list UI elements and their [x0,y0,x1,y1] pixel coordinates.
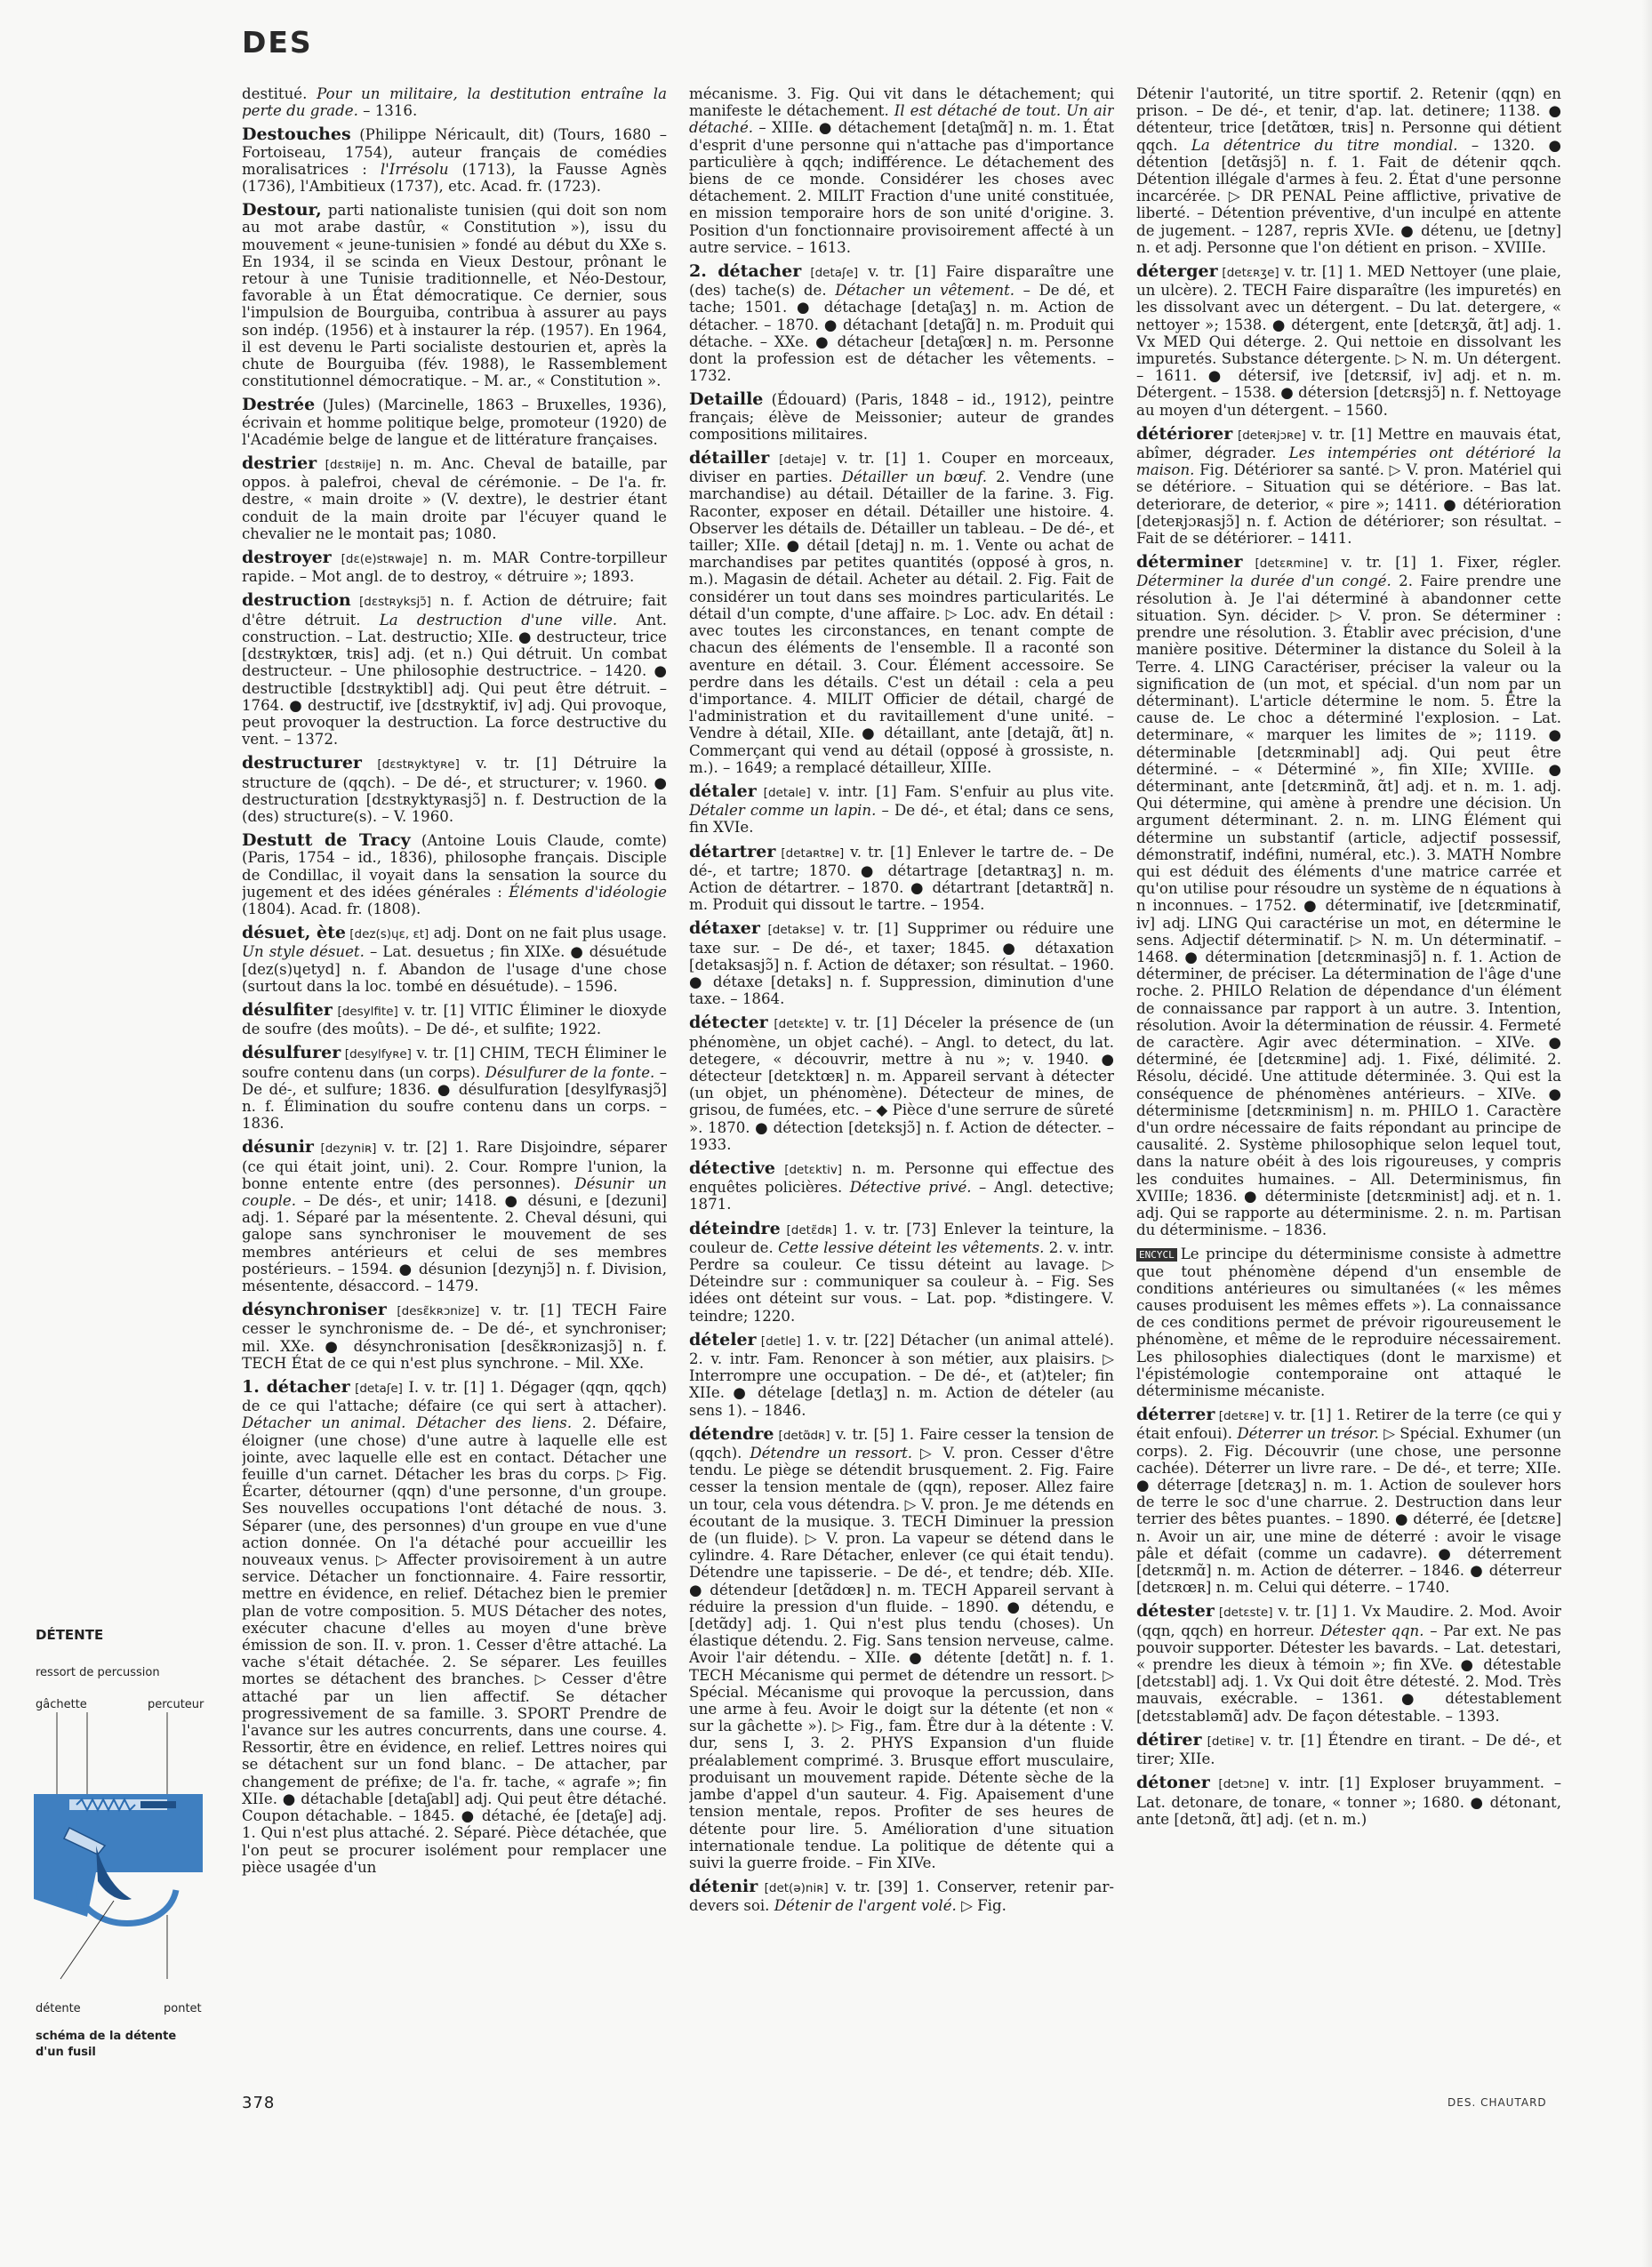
entry-headword: Destouches [242,124,351,145]
entry-headword: détenir [689,1877,758,1897]
entry-example: Détenir de l'argent volé. [774,1897,957,1915]
entry-definition: v. tr. [1] Déceler la présence de (un phénomène, un objet caché). – Angl. to detect, du lat. detegere, « découvrir, mettre à nu »; v. 1940. ● détecteur [detɛktœʀ] n. m. Appareil servant à détecter (un objet, un phénomène). Détecteur de mines, de grisou, de fumées, etc. – ◆ Pièce d'une serrure de sûreté ». 1870. ● détection [detɛksjɔ̃] n. f. Action de détecter. – 1933. [689,1014,1114,1153]
entry-example: Détaler comme un lapin. [689,802,877,820]
label-ressort: ressort de percussion [36,1666,160,1679]
entry-pronunciation: [detaʀtʀe] [775,845,845,861]
entry-continuation: – De dés-, et unir; 1418. ● désuni, e [dezuni] adj. 1. Séparé par la mésentente. 2. Cheval désuni, qui galope sans synchroniser le mouvement de ses membres antérieurs et celui de ses membres postérieurs. – 1594. ● désunion [dezynjɔ̃] n. f. Division, mésentente, désaccord. – 1479. [242,1191,667,1294]
entry-pronunciation: [dɛstʀije] [317,458,381,473]
dictionary-entry [242,592,667,748]
entry-definition: (Jules) (Marcinelle, 1863 – Bruxelles, 1936), écrivain et homme politique belge, promoteur (1920) de l'Académie belge de langue et de littérature françaises. [242,397,667,448]
dictionary-entry [242,1302,667,1372]
entry-definition: 1. v. tr. [73] Enlever la teinture, la couleur de. [689,1220,1114,1256]
entry-example: Déterrer un trésor. [1237,1425,1379,1443]
entry-headword: désuet, ète [242,923,346,943]
column-2 [689,85,1114,2081]
dictionary-entry [689,783,1114,837]
entry-headword: détoner [1136,1773,1210,1793]
entry-pronunciation: [detɑ̃dʀ] [774,1428,830,1443]
entry-pronunciation: [dezyniʀ] [313,1142,377,1157]
entry-headword: détaler [689,781,757,801]
entry-definition: n. m. MAR Contre-torpilleur rapide. – Mot angl. de to destroy, « détruire »; 1893. [242,549,667,586]
entry-continuation: – Par ext. Ne pas pouvoir supporter. Détester les bavards. – Lat. detestari, « prendre les dieux à témoin »; fin XVe. ● détestable [detɛstabl] adj. 1. Vx Qui doit être détesté. 2. Mod. Très mauvais, exécrable. – 1361. ● détestablement [detɛstabləmɑ̃] adv. De façon détestable. – 1393. [1136,1622,1561,1725]
dictionary-entry [689,920,1114,1007]
entry-pronunciation: [detakse] [759,923,825,938]
dictionary-entry [242,397,667,448]
dictionary-entry [689,1329,1114,1419]
entry-example: Déterminer la durée d'un congé. [1136,573,1391,590]
entry-headword: détendre [689,1423,774,1444]
entry-example: Les intempéries ont détérioré la maison. [1136,445,1561,479]
label-percuteur: percuteur [148,1698,204,1711]
entry-definition: Détenir l'autorité, un titre sportif. 2. Retenir (qqn) en prison. – De dé-, et tenir, d'ap. lat. detinere; 1138. ● détenteur, trice [detɑ̃tœʀ, tʀis] n. Personne qui détient qqch. [1136,85,1561,154]
illustration-credit: DES. CHAUTARD [1448,2096,1547,2109]
entry-headword: détester [1136,1601,1215,1622]
entry-continuation: – XIIIe. ● détachement [detaʃmɑ̃] n. m. 1. État d'esprit d'une personne qui n'attache pas d'importance particulière à qqch; indifférence. Le détachement des biens de ce monde. Considérer les choses avec détachement. 2. MILIT Fraction d'une unité constituée, en mission temporaire hors de son unité d'origine. 3. Position d'un fonctionnaire provisoirement affecté à un autre service. – 1613. [689,119,1114,256]
detente-figure [34,1627,212,2071]
entry-pronunciation: [detɛʀe] [1215,1409,1270,1424]
entry-headword: détecter [689,1013,768,1033]
entry-pronunciation: [detɛkte] [767,1017,829,1032]
entry-pronunciation: [dez(s)ɥɛ, ɛt] [345,927,429,942]
entry-definition: v. tr. [1] 1. Vx Maudire. 2. Mod. Avoir (qqn, qqch) en horreur. [1136,1603,1561,1639]
entry-example: Détailler un bœuf. [841,469,987,486]
entry-continuation: 2. v. intr. Perdre sa couleur. Ce tissu déteint au lavage. ▷ Déteindre sur : communiquer sa couleur à. – Fig. Ses idées ont déteint sur vous. – Lat. pop. *distingere. V. teindre; 1220. [689,1238,1114,1325]
entry-pronunciation: [detle] [756,1334,801,1349]
entry-continuation: 2. Faire prendre une résolution à. Je l'ai déterminé à abandonner cette situation. Syn. décider. ▷ V. pron. Se déterminer : prendre une résolution. 3. Établir avec précision, d'une manière positive. Déterminer la distance du Soleil à la Terre. 4. LING Caractériser, préciser la valeur ou la signification de (un mot, et spécial. d'un nom par un déterminant). L'article détermine le nom. 5. Être la cause de. Le choc a déterminé l'explosion. – Lat. determinare, « marquer les limites de »; 1119. ● déterminable [detɛʀminabl] adj. Qui peut être déterminé. – « Déterminé », fin XIIe; XVIIIe. ● déterminant, ante [detɛʀminɑ̃, ɑ̃t] adj. et n. m. 1. adj. Qui détermine, qui amène à prendre une décision. Un argument déterminant. 2. n. m. LING Élément qui détermine un substantif (article, adjectif possessif, démonstratif, indéfini, numéral, etc.). 3. MATH Nombre qui est déduit des éléments d'une matrice carrée et qu'on utilise pour résoudre un système de n équations à n inconnues. – 1752. ● déterminatif, ive [detɛʀminatif, iv] adj. LING Qui caractérise un mot, en détermine le sens. Adjectif déterminatif. ▷ N. m. Un déterminatif. – 1468. ● détermination [detɛʀminasjɔ̃] n. f. 1. Action de déterminer, de préciser. La détermination de l'âge d'une roche. 2. PHILO Relation de dépendance d'un élément de connaissance par rapport à un autre. 3. Intention, résolution. Avoir la détermination de réussir. 4. Fermeté de caractère. Agir avec détermination. – XIVe. ● déterminé, ée [detɛʀmine] adj. 1. Fixé, délimité. 2. Résolu, décidé. Une attitude déterminée. 3. Qui est la conséquence de phénomènes antérieurs. – XIVe. ● déterminisme [detɛʀminism] n. m. PHILO 1. Caractère d'un ordre nécessaire de faits répondant au principe de causalité. 2. Système philosophique selon lequel tout, dans la nature obéit à des lois rigoureuses, y compris les conduites humaines. – All. Determinismus, fin XVIIIe; 1836. ● déterministe [detɛʀminist] adj. et n. 1. adj. Qui se rapporte au déterminisme. 2. n. m. Partisan du déterminisme. – 1836. [1136,573,1561,1239]
entry-continuation: – Lat. desuetus ; fin XIXe. ● désuétude [dez(s)ɥetyd] n. f. Abandon de l'usage d'une chose (surtout dans la loc. tombé en désuétude). – 1596. [242,943,667,995]
entry-headword: détartrer [689,841,776,861]
entry-definition: n. f. Action de détruire; fait d'être détruit. [242,592,667,629]
entry-headword: 2. détacher [689,261,802,282]
entry-pronunciation: [detɛktiv] [774,1162,843,1177]
entry-pronunciation: [detaje] [769,453,827,468]
entry-headword: destroyer [242,548,332,568]
entry-example: l'Irrésolu [380,160,449,178]
entry-pronunciation: [desylfite] [332,1004,398,1019]
entry-definition: destitué. [242,85,317,102]
entry-continuation: – De dé-, et étal; dans ce sens, fin XVIe. [689,802,1114,837]
figure-caption: schéma de la détente d'un fusil [36,2030,177,2059]
entry-example: La destruction d'une ville. [379,611,618,629]
entry-headword: Destrée [242,395,316,415]
entry-headword: désulfurer [242,1043,341,1063]
trigger-mechanism-illustration [34,1712,203,1997]
column-1 [242,85,667,2081]
dictionary-entry [689,1160,1114,1214]
entry-pronunciation: [det(ə)niʀ] [758,1881,829,1896]
entry-continuation: ▷ Fig. [956,1897,1006,1915]
entry-pronunciation: [dɛstʀyksjɔ̃] [350,595,431,610]
dictionary-entry [242,1139,667,1294]
entry-definition: v. tr. [39] 1. Conserver, retenir par-devers soi. [689,1878,1114,1915]
dictionary-entry [242,455,667,542]
entry-example: Détective privé. [849,1179,972,1197]
entry-definition: (Antoine Louis Claude, comte) (Paris, 1754 – id., 1836), philosophe français. Disciple de Condillac, il voyait dans la sensation la source du jugement et des idées générales : [242,832,667,901]
entry-headword: destructurer [242,753,362,773]
dictionary-entry [242,1045,667,1132]
entry-headword: Detaille [689,389,764,410]
entry-pronunciation: [deteʀjɔʀe] [1232,428,1306,443]
dictionary-entry [242,126,667,195]
entry-headword: détaxer [689,918,760,939]
entry-pronunciation: [detɛʀmine] [1242,557,1328,572]
entry-continuation: (1713), la Fausse Agnès (1736), l'Ambitieux (1737), etc. Acad. fr. (1723). [242,160,667,196]
running-head: DES [242,25,313,60]
entry-headword: Destutt de Tracy [242,830,411,851]
entry-definition: v. tr. [1] Mettre en mauvais état, abîmer, dégrader. [1136,425,1561,462]
entry-continuation: – 1316. [357,102,418,120]
dictionary-entry [242,1379,667,1876]
label-detente: détente [36,2002,81,2015]
entry-definition: v. tr. [1] Supprimer ou réduire une taxe sur. – De dé-, et taxer; 1845. ● détaxation [detaksasjɔ̃] n. f. Action de détaxer; son résultat. – 1960. ● détaxe [detaks] n. f. Suppression, diminution d'une taxe. – 1864. [689,920,1114,1008]
entry-example: La détentrice du titre mondial. [1191,136,1458,154]
entry-pronunciation: [detaʃe] [801,266,859,281]
entry-example: Détester qqn. [1320,1622,1424,1639]
entry-example: Détacher un vêtement. [835,282,1015,300]
entry-example: Détendre un ressort. [750,1445,913,1462]
entry-headword: détirer [1136,1729,1202,1750]
entry-definition: Le principe du déterminisme consiste à admettre que tout phénomène dépend d'un ensemble de conditions antérieures ou simultanées (« les mêmes causes produisent les mêmes effets »). La connaissance de ces conditions permet de prévoir rigoureusement le phénomène, et même de le reproduire nécessairement. Les philosophies dialectiques (dont le marxisme) et l'épistémologie contemporaine ont attaqué le déterminisme mécaniste. [1136,1246,1561,1400]
dictionary-entry [1136,1603,1561,1724]
entry-definition: v. tr. [1] 1. Fixer, régler. [1327,554,1561,572]
entry-pronunciation: [detale] [756,785,811,800]
entry-example: Un style désuet. [242,943,365,961]
entry-example: Détacher un animal. Détacher des liens. [242,1414,573,1432]
dictionary-entry [242,999,667,1038]
entry-definition: v. tr. [1] 1. MED Nettoyer (une plaie, un ulcère). 2. TECH Faire disparaître (les impuretés) en les dissolvant avec un détergent. – Du lat. detergere, « nettoyer »; 1538. ● détergent, ente [detɛʀʒɑ̃, ɑ̃t] adj. 1. Vx MED Qui déterge. 2. Qui nettoie en dissolvant les impuretés. Substance détergente. ▷ N. m. Un détergent. – 1611. ● détersif, ive [detɛʀsif, iv] adj. et n. m. Détergent. – 1538. ● détersion [detɛʀsjɔ̃] n. f. Nettoyage au moyen d'un détergent. – 1560. [1136,263,1561,419]
entry-definition: (Philippe Néricault, dit) (Tours, 1680 – Fortoiseau, 1754), auteur français de comédies moralisatrices : [242,126,667,178]
entry-continuation: Ant. construction. – Lat. destructio; XIIe. ● destructeur, trice [dɛstʀyktœʀ, tʀis] adj. (et n.) Qui détruit. Un combat destructeur. – Une philosophie destructrice. – 1420. ● destructible [dɛstʀyktibl] adj. Qui peut être détruit. – 1764. ● destructif, ive [dɛstʀyktif, iv] adj. Qui provoque, peut provoquer la destruction. La force destructive du vent. – 1372. [242,611,667,749]
entry-definition: adj. Dont on ne fait plus usage. [429,925,667,942]
entry-definition: v. tr. [1] TECH Faire cesser le synchronisme de. – De dé-, et synchroniser; mil. XXe. ● désynchronisation [desɛ̃kʀɔnizasjɔ̃] n. f. TECH État de ce qui n'est plus synchrone. – Mil. XXe. [242,1302,667,1372]
entry-definition: (Édouard) (Paris, 1848 – id., 1912), peintre français; élève de Meissonier; auteur de grandes compositions militaires. [689,391,1114,443]
entry-definition: v. tr. [1] 1. Retirer de la terre (ce qui y était enfoui). [1136,1406,1561,1443]
entry-headword: déterrer [1136,1405,1215,1425]
entry-definition: parti nationaliste tunisien (qui doit son nom au mot arabe dastûr, « Constitution »), issu du mouvement « jeune-tunisien » fondé au début du XXe s. En 1934, il se scinda en Vieux Destour, prônant le retour à une Tunisie traditionnelle, et Néo-Destour, favorable à un État démocratique. Ce dernier, sous l'impulsion de Bourguiba, contribua à assurer au pays son indép. (1956) et à instaurer la rép. (1957). En 1964, il est devenu le Parti socialiste destourien et, après la chute de Bourguiba (fév. 1988), le Rassemblement constitutionnel démocratique. – M. ar., « Constitution ». [242,202,667,390]
dictionary-entry [242,549,667,585]
entry-headword: désunir [242,1137,314,1158]
entry-definition: v. tr. [1] Étendre en tirant. – De dé-, et tirer; XIIe. [1136,1731,1561,1768]
entry-pronunciation: [detɛʀʒe] [1217,266,1279,281]
dictionary-entry [242,832,667,917]
entry-continuation: ▷ V. pron. Cesser d'être tendu. Le piège se détendit brusquement. 2. Fig. Faire cesser la tension mentale de (qqn), reposer. Allez faire un tour, cela vous détendra. ▷ V. pron. Je me détends en écoutant de la musique. 3. TECH Diminuer la pression de (un fluide). ▷ V. pron. La vapeur se détend dans le cylindre. 4. Rare Détacher, enlever (ce qui était tendu). Détendre une tapisserie. – De dé-, et tendre; déb. XIIe. ● détendeur [detɑ̃dœʀ] n. m. TECH Appareil servant à réduire la pression d'un fluide. – 1890. ● détendu, e [detɑ̃dy] adj. 1. Qui n'est plus tendu (choses). Un élastique détendu. 2. Fig. Sans tension nerveuse, calme. Avoir l'air détendu. – XIIe. ● détente [detɑ̃t] n. f. 1. TECH Mécanisme qui permet de détendre un ressort. ▷ Spécial. Mécanisme qui provoque la percussion, dans une arme à feu. Avoir le doigt sur la détente (et non « sur la gâchette »). ▷ Fig., fam. Être dur à la détente : V. dur, sens I, 3. 2. PHYS Expansion d'un fluide préalablement comprimé. 3. Brusque effort musculaire, produisant un mouvement rapide. Détente sèche de la jambe d'appel d'un sauteur. 4. Fig. Apaisement d'une tension mentale, repos. Profiter de ses heures de détente pour lire. 5. Amélioration d'une situation internationale tendue. La politique de détente qui a suivi la guerre froide. – Fin XIVe. [689,1445,1114,1871]
striker-pin [140,1801,176,1808]
entry-pronunciation: [dɛ(e)stʀwaje] [331,552,428,567]
entry-definition: n. m. Personne qui effectue des enquêtes policières. [689,1159,1114,1197]
entry-pronunciation: [dɛstʀyktyʀe] [361,757,460,773]
entry-definition: 1. v. tr. [22] Détacher (un animal attelé). 2. v. intr. Fam. Renoncer à son métier, aux plaisirs. ▷ Interrompre une occupation. – De dé-, et (at)teler; fin XIIe. ● dételage [detlaʒ] n. m. Action de dételer (au sens 1). – 1846. [689,1331,1114,1419]
encyclopedic-tag: ENCYCL [1136,1248,1177,1262]
entry-headword: détailler [689,448,770,469]
entry-pronunciation: [detɛ̃dʀ] [780,1222,838,1238]
entry-pronunciation: [desɛ̃kʀɔnize] [386,1304,480,1319]
dictionary-entry [689,263,1114,384]
entry-definition: n. m. Anc. Cheval de bataille, par oppos. à palefroi, cheval de cérémonie. – De l'a. fr. destre, « main droite » (V. dextre), le destrier étant conduit de la main droite par l'écuyer quand le chevalier ne le montait pas; 1080. [242,455,667,542]
label-gachette: gâchette [36,1698,87,1711]
entry-definition: v. tr. [1] 1. Couper en morceaux, diviser en parties. [689,450,1114,486]
entry-continuation: 2. Défaire, éloigner (une chose) d'une autre à laquelle elle est jointe, avec laquelle elle est en contact. Détacher une feuille d'un carnet. Détacher les bras du corps. ▷ Fig. Écarter, détourner (qqn) d'une personne, d'un groupe. Ses nouvelles occupations l'ont détaché de nous. 3. Séparer (une, des personnes) d'un groupe en vue d'une action donnée. On l'a détaché pour accueillir les nouveaux venus. ▷ Affecter provisoirement à un autre service. Détacher un fonctionnaire. 4. Faire ressortir, mettre en évidence, en relief. Détachez bien le premier plan de votre composition. 5. MUS Détacher des notes, exécuter chacune d'elles au moyen d'une brève émission de son. II. v. pron. 1. Cesser d'être attaché. La vache s'était détachée. 2. Se séparer. Les feuilles mortes se détachent des branches. ▷ Cesser d'être attaché par un lien affectif. Se détacher progressivement de sa famille. 3. SPORT Prendre de l'avance sur les autres concurrents, dans une course. 4. Ressortir, être en évidence, en relief. Lettres noires qui se détachent sur un fond blanc. – De attacher, par changement de préfixe; de l'a. fr. tache, « agrafe »; fin XIIe. ● détachable [detaʃabl] adj. Qui peut être détaché. Coupon détachable. – 1845. ● détaché, ée [detaʃe] adj. 1. Qui n'est plus attaché. 2. Séparé. Pièce détachée, que l'on peut se procurer isolément pour remplacer une pièce usagée d'un [242,1414,667,1876]
dictionary-entry [689,1014,1114,1153]
dictionary-entry [1136,1246,1561,1399]
entry-headword: déterger [1136,261,1218,282]
entry-continuation: – Angl. detective; 1871. [689,1179,1114,1214]
entry-definition: v. tr. [1] CHIM, TECH Éliminer le soufre contenu dans (un corps). [242,1045,667,1081]
dictionary-entry [689,450,1114,776]
dictionary-entry [242,85,667,119]
entry-pronunciation: [detɔne] [1209,1777,1270,1792]
entry-headword: destrier [242,453,317,474]
dictionary-entry [1136,1406,1561,1596]
entry-example: Il est détaché de tout. Un air détaché. [689,102,1114,137]
entry-example: Désulfurer de la fonte. [485,1063,655,1081]
label-pontet: pontet [164,2002,202,2015]
entry-definition: mécanisme. 3. Fig. Qui vit dans le détachement; qui manifeste le détachement. [689,85,1114,120]
entry-example: Pour un militaire, la destitution entraîne la perte du grade. [242,85,667,120]
entry-definition: v. tr. [2] 1. Rare Disjoindre, séparer (ce qui était joint, uni). 2. Cour. Rompre l'union, la bonne entente entre (des personnes). [242,1139,667,1192]
dictionary-entry [689,1878,1114,1914]
entry-pronunciation: [detiʀe] [1201,1734,1255,1749]
entry-continuation: – De dé-, et sulfure; 1836. ● désulfuration [desylfyʀasjɔ̃] n. f. Élimination du soufre contenu dans un corps. – 1836. [242,1063,667,1133]
dictionary-entry [689,841,1114,914]
dictionary-entry [689,85,1114,256]
entry-continuation: (1804). Acad. fr. (1808). [242,900,421,917]
dictionary-entry [242,755,667,825]
dictionary-entry [242,202,667,389]
page-edge-shadow [1641,0,1652,2267]
entry-definition: v. intr. [1] Fam. S'enfuir au plus vite. [810,782,1114,800]
entry-definition: I. v. tr. [1] 1. Dégager (qqn, qqch) de ce qui l'attache; défaire (ce qui sert à attacher). [242,1379,667,1415]
entry-headword: Destour, [242,200,322,220]
figure-title: DÉTENTE [36,1627,104,1643]
entry-definition: v. tr. [5] 1. Faire cesser la tension de (qqch). [689,1425,1114,1462]
dictionary-entry [689,1423,1114,1871]
entry-headword: destruction [242,590,351,611]
entry-example: Cette lessive déteint les vêtements. [778,1238,1045,1256]
entry-headword: 1. détacher [242,1377,350,1398]
entry-headword: détective [689,1158,775,1178]
entry-headword: déteindre [689,1218,781,1238]
entry-definition: v. tr. [1] VITIC Éliminer le dioxyde de soufre (des moûts). – De dé-, et sulfite; 1922. [242,1001,667,1038]
entry-definition: v. intr. [1] Exploser bruyamment. – Lat. detonare, de tonare, « tonner »; 1680. ● détonant, ante [detɔnɑ̃, ɑ̃t] adj. (et n. m.) [1136,1774,1561,1828]
dictionary-entry [1136,554,1561,1238]
dictionary-entry [1136,1774,1561,1828]
dictionary-entry [1136,423,1561,548]
entry-pronunciation: [detaʃe] [349,1382,403,1397]
dictionary-entry [689,1218,1114,1325]
column-3 [1136,85,1561,2081]
entry-pronunciation: [desylfyʀe] [341,1047,412,1062]
entry-example: Désunir un couple. [242,1174,667,1209]
entry-pronunciation: [detɛste] [1214,1606,1273,1621]
entry-headword: désynchroniser [242,1300,387,1320]
entry-continuation: – 1320. ● détention [detɑ̃sjɔ̃] n. f. 1. Fait de détenir qqch. Détention illégale d'armes à feu. 2. État d'une personne incarcérée. ▷ DR PENAL Peine afflictive, privative de liberté. – Détention préventive, d'un inculpé en attente de jugement. – 1287, repris XVIe. ● détenu, ue [detny] n. et adj. Personne que l'on détient en prison. – XVIIIe. [1136,136,1561,256]
entry-continuation: ▷ Spécial. Exhumer (un corps). 2. Fig. Découvrir (une chose, une personne cachée). Déterrer un livre rare. – De dé-, et terre; XIIe. ● déterrage [detɛʀaʒ] n. m. 1. Action de soulever hors de terre le soc d'une charrue. 2. Destruction dans leur terrier des bêtes puantes. – 1890. ● déterré, ée [detɛʀe] n. Avoir un air, une mine de déterré : avoir le visage pâle et défait (comme un cadavre). ● déterrement [detɛʀmɑ̃] n. m. Action de déterrer. – 1846. ● déterreur [detɛʀœʀ] n. m. Celui qui déterre. – 1740. [1136,1425,1561,1597]
entry-continuation: – De dé, et tache; 1501. ● détachage [detaʃaʒ] n. m. Action de détacher. – 1870. ● détachant [detaʃɑ̃] n. m. Produit qui détache. – XXe. ● détacheur [detaʃœʀ] n. m. Personne dont la profession est de détacher les vêtements. – 1732. [689,282,1114,385]
entry-headword: désulfiter [242,999,333,1020]
dictionary-entry [1136,263,1561,419]
receiver [34,1817,203,1917]
entry-continuation: 2. Vendre (une marchandise) au détail. Détailler de la farine. 3. Fig. Raconter, exposer en détail. Détailler une histoire. 4. Observer les détails de. Détailler un tableau. – De dé-, et tailler; XIIe. ● détail [detaj] n. m. 1. Vente ou achat de marchandises par petites quantités (opposé à gros, n. m.). Magasin de détail. Acheter au détail. 2. Fig. Fait de considérer un tout dans ses moindres particularités. Le détail d'un compte, d'une affaire. ▷ Loc. adv. En détail : avec toutes les circonstances, en tenant compte de chacun des éléments de l'ensemble. Il a raconté son aventure en détail. 3. Cour. Élément accessoire. Se perdre dans les détails. C'est un détail : cela a peu d'importance. 4. MILIT Officier de détail, chargé de l'administration et du ravitaillement d'une unité. – Vendre à détail, XIIe. ● détaillant, ante [detajɑ̃, ɑ̃t] n. Commerçant qui vend au détail (opposé à grossiste, n. m.). – 1649; a remplacé détailleur, XIIIe. [689,469,1114,776]
page-number: 378 [242,2094,276,2112]
entry-continuation: Fig. Détériorer sa santé. ▷ V. pron. Matériel qui se détériore. – Situation qui se détériore. – Bas lat. deteriorare, de deterior, « pire »; 1411. ● détérioration [deteʀjɔʀasjɔ̃] n. f. Action de détériorer; son résultat. – Fait de se détériorer. – 1411. [1136,461,1561,548]
entry-headword: dételer [689,1329,757,1350]
dictionary-entry [689,391,1114,443]
entry-definition: v. tr. [1] Faire disparaître une (des) tache(s) de. [689,263,1114,300]
entry-headword: détériorer [1136,423,1233,444]
dictionary-entry [242,925,667,995]
entry-headword: déterminer [1136,552,1243,573]
trigger-guard [78,1890,176,1924]
entry-definition: v. tr. [1] Enlever le tartre de. – De dé-, et tartre; 1870. ● détartrage [detaʀtʀaʒ] n. m. Action de détartrer. – 1870. ● détartrant [detaʀtʀɑ̃] n. m. Produit qui dissout le tartre. – 1954. [689,843,1114,914]
dictionary-entry [1136,1729,1561,1768]
dictionary-entry [1136,85,1561,256]
entry-example: Éléments d'idéologie [509,883,667,901]
entry-definition: v. tr. [1] Détruire la structure de (qqch). – De dé-, et structurer; v. 1960. ● destructuration [dɛstʀyktyʀasjɔ̃] n. f. Destruction de la (des) structure(s). – V. 1960. [242,755,667,825]
